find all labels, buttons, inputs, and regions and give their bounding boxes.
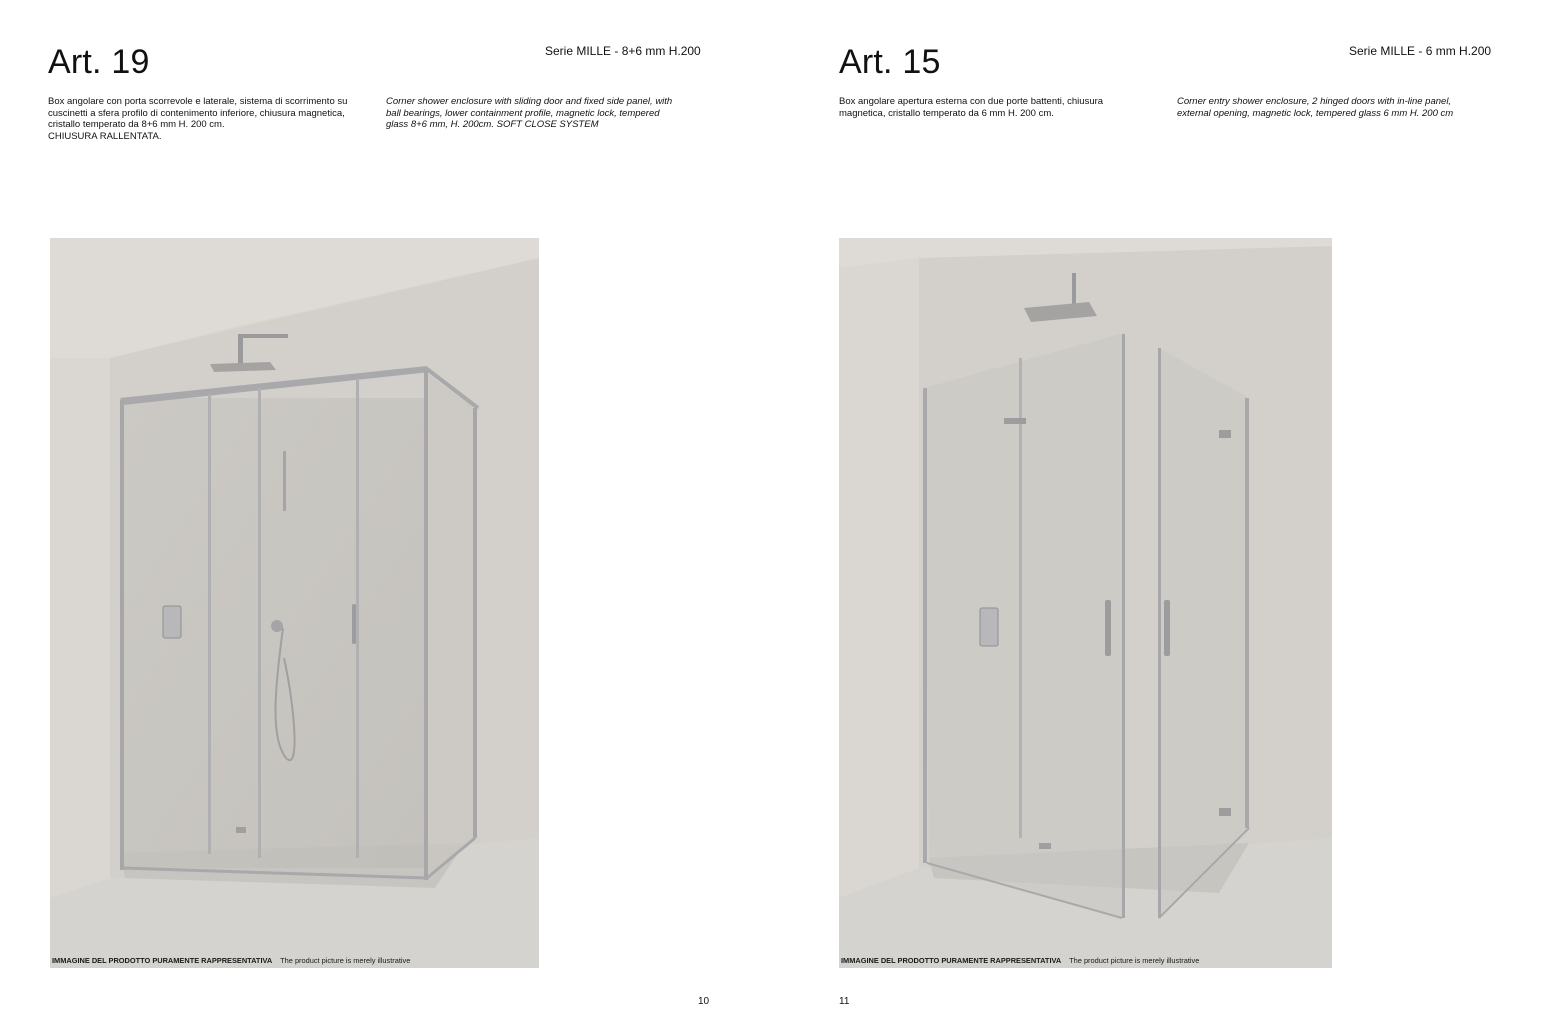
sliding-shower-enclosure-illustration [50, 238, 539, 968]
photo-caption [841, 956, 1199, 965]
caption-italian: IMMAGINE DEL PRODOTTO PURAMENTE RAPPRESENTATIVA [841, 956, 1062, 965]
article-title: Art. 15 [839, 43, 941, 81]
caption-english: The product picture is merely illustrative [280, 956, 411, 965]
series-label: Serie MILLE - 8+6 mm H.200 [545, 44, 701, 58]
photo-caption [52, 956, 410, 965]
page-number: 10 [698, 996, 710, 1007]
description-italian: Box angolare apertura esterna con due porte battenti, chiusura magnetica, cristallo temperato da 6 mm H. 200 cm. [839, 96, 1104, 119]
article-title: Art. 19 [48, 43, 150, 81]
catalog-page-right [775, 0, 1550, 1033]
page-number: 11 [839, 996, 850, 1007]
description-italian: Box angolare con porta scorrevole e laterale, sistema di scorrimento su cuscinetti a sfera profilo di contenimento inferiore, chiusura magnetica, cristallo temperato da 8+6 mm H. 200 cm. CHIUSURA RALLENTATA. [48, 96, 348, 142]
description-english: Corner shower enclosure with sliding door and fixed side panel, with ball bearings, lower containment profile, magnetic lock, tempered glass 8+6 mm, H. 200cm. SOFT CLOSE SYSTEM [386, 96, 673, 130]
caption-italian: IMMAGINE DEL PRODOTTO PURAMENTE RAPPRESENTATIVA [52, 956, 273, 965]
product-photo [50, 238, 539, 968]
hinged-shower-enclosure-illustration [839, 238, 1332, 968]
description-english: Corner entry shower enclosure, 2 hinged doors with in-line panel, external opening, magnetic lock, tempered glass 6 mm H. 200 cm [1177, 96, 1454, 119]
series-label: Serie MILLE - 6 mm H.200 [1349, 44, 1492, 58]
caption-english: The product picture is merely illustrative [1069, 956, 1200, 965]
product-photo [839, 238, 1332, 968]
